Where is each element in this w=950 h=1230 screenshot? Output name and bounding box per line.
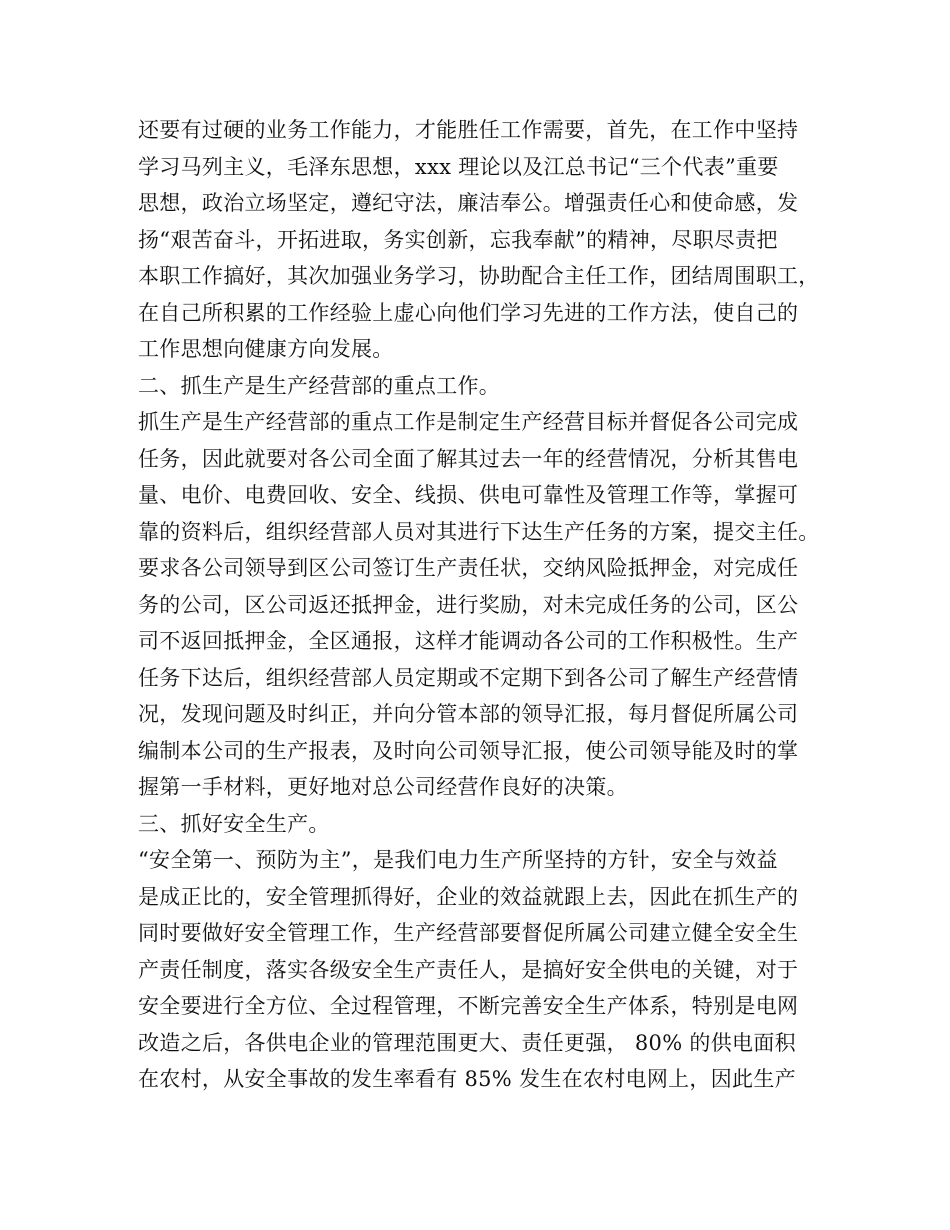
text-line: 任务下达后，组织经营部人员定期或不定期下到各公司了解生产经营情	[138, 665, 799, 690]
text-line: 量、电价、电费回收、安全、线损、供电可靠性及管理工作等，掌握可	[138, 483, 799, 507]
section-heading: 二、抓生产是生产经营部的重点工作。	[138, 373, 501, 398]
text-line: 靠的资料后，组织经营部人员对其进行下达生产任务的方案，提交主任。	[138, 519, 820, 544]
text-line: 思想，政治立场坚定，遵纪守法，廉洁奉公。增强责任心和使命感，发	[138, 191, 799, 215]
text-line: 同时要做好安全管理工作，生产经营部要督促所属公司建立健全安全生	[138, 921, 799, 945]
text-line: 在农村，从安全事故的发生率看有 85% 发生在农村电网上，因此生产	[138, 1067, 796, 1091]
text-line: 司不返回抵押金，全区通报，这样才能调动各公司的工作积极性。生产	[138, 629, 799, 653]
text-line: 扬“艰苦奋斗，开拓进取，务实创新，忘我奉献”的精神，尽职尽责把	[138, 227, 778, 252]
text-line: 是成正比的，安全管理抓得好，企业的效益就跟上去，因此在抓生产的	[138, 884, 799, 909]
text-line: 在自己所积累的工作经验上虚心向他们学习先进的工作方法，使自己的	[138, 300, 799, 325]
text-line: 本职工作搞好，其次加强业务学习，协助配合主任工作，团结周围职工，	[138, 264, 820, 288]
document-body	[138, 112, 828, 1098]
text-line: 务的公司，区公司返还抵押金，进行奖励，对未完成任务的公司，区公	[138, 592, 799, 617]
text-line: 抓生产是生产经营部的重点工作是制定生产经营目标并督促各公司完成	[138, 410, 799, 434]
text-line: 编制本公司的生产报表，及时向公司领导汇报，使公司领导能及时的掌	[138, 738, 799, 763]
text-line: “安全第一、预防为主”，是我们电力生产所坚持的方针，安全与效益	[138, 848, 778, 872]
text-line: 况，发现问题及时纠正，并向分管本部的领导汇报，每月督促所属公司	[138, 702, 799, 726]
text-line: 还要有过硬的业务工作能力，才能胜任工作需要，首先，在工作中坚持	[138, 118, 799, 142]
text-line: 握第一手材料，更好地对总公司经营作良好的决策。	[138, 775, 628, 799]
text-line: 改造之后，各供电企业的管理范围更大、责任更强， 80% 的供电面积	[138, 1030, 796, 1055]
text-line: 要求各公司领导到区公司签订生产责任状，交纳风险抵押金，对完成任	[138, 556, 799, 580]
text-line: 产责任制度，落实各级安全生产责任人，是搞好安全供电的关键，对于	[138, 957, 799, 982]
text-line: 学习马列主义，毛泽东思想，xxx 理论以及江总书记“三个代表”重要	[138, 154, 779, 179]
section-heading: 三、抓好安全生产。	[138, 811, 330, 836]
text-line: 安全要进行全方位、全过程管理，不断完善安全生产体系，特别是电网	[138, 994, 799, 1018]
text-line: 任务，因此就要对各公司全面了解其过去一年的经营情况，分析其售电	[138, 446, 799, 471]
text-line: 工作思想向健康方向发展。	[138, 337, 394, 361]
